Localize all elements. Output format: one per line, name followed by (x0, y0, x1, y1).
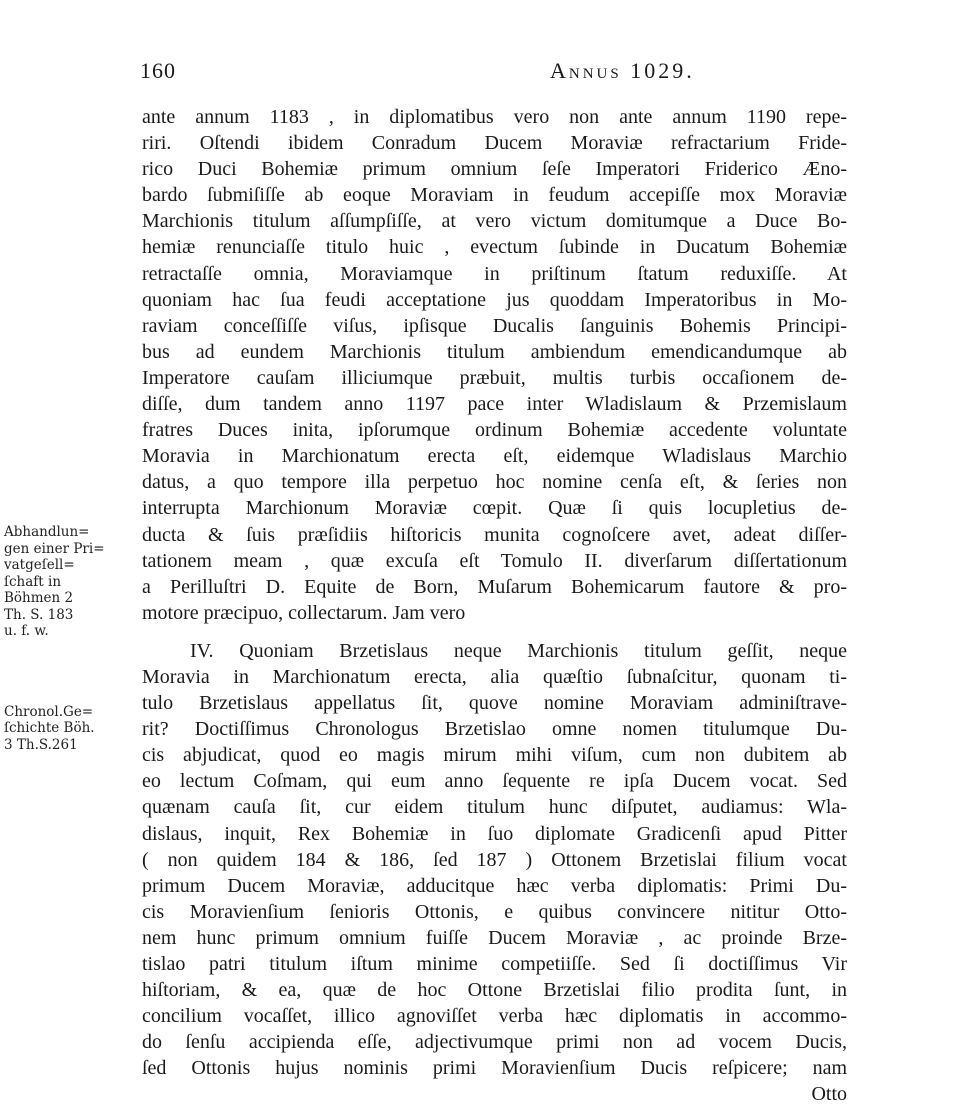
text-line: do ſenſu accipienda eſſe, adjectivumque primi non ad vocem Ducis, (142, 1031, 847, 1054)
text-line: datus, a quo tempore illa perpetuo hoc nomine cenſa eſt, & ſeries non (142, 471, 847, 494)
text-line: motore præcipuo, collectarum. Jam vero (142, 601, 466, 624)
running-title: Annus 1029. (550, 58, 695, 83)
text-line: ( non quidem 184 & 186, ſed 187 ) Ottonem Brzetislai filium vocat (142, 848, 847, 871)
text-line: bus ad eundem Marchionis titulum ambiendum emendicandumque ab (142, 340, 847, 363)
text-line: Imperatore cauſam illiciumque præbuit, multis turbis occaſionem de- (142, 366, 847, 389)
margin-notes (4, 524, 136, 753)
margin-note-line: vatgeſell= (4, 557, 75, 573)
text-line: rico Duci Bohemiæ primum omnium ſeſe Imperatori Friderico Æno- (142, 158, 847, 181)
text-line: riri. Oſtendi ibidem Conradum Ducem Moraviæ refractarium Fride- (142, 132, 847, 155)
margin-note-line: Chronol.Ge= (4, 703, 94, 720)
text-line: eo lectum Coſmam, qui eum anno ſequente re ipſa Ducem vocat. Sed (142, 770, 847, 793)
margin-note-line: ſchichte Böh. (4, 720, 95, 736)
text-line: interrupta Marchionum Moraviæ cœpit. Quæ ſi quis locupletius de- (142, 497, 847, 520)
margin-note-line: u. f. w. (4, 623, 49, 639)
text-line: dislaus, inquit, Rex Bohemiæ in ſuo diplomate Gradicenſi apud Pitter (142, 822, 847, 845)
section-iv-first-line: IV. Quoniam Brzetislaus neque Marchionis titulum geſſit, neque (190, 639, 847, 662)
text-line: primum Ducem Moraviæ, adducitque hæc verba diplomatis: Primi Du- (142, 874, 847, 897)
text-line: diſſe, dum tandem anno 1197 pace inter Wladislaum & Przemislaum (142, 393, 847, 416)
page-header (140, 58, 840, 88)
text-line: Marchionis titulum aſſumpſiſſe, at vero victum domitumque a Duce Bo- (142, 210, 847, 233)
text-line: concilium vocaſſet, illico agnoviſſet verba hæc diplomatis in accommo- (142, 1005, 847, 1028)
catchword: Otto (811, 1083, 847, 1106)
text-line: a Perilluſtri D. Equite de Born, Muſarum Bohemicarum fautore & pro- (142, 575, 847, 598)
text-line: tislao patri titulum iſtum minime competiiſſe. Sed ſi doctiſſimus Vir (142, 953, 847, 975)
body-text (142, 104, 847, 1108)
text-line: ſed Ottonis hujus nominis primi Moravienſium Ducis reſpicere; nam (142, 1057, 847, 1080)
text-line: cis abjudicat, quod eo magis mirum mihi viſum, cum non dubitem ab (142, 744, 847, 767)
page-number: 160 (140, 58, 176, 83)
margin-note-chronol-geschichte (4, 704, 136, 754)
margin-note-line: ſchaft in (4, 573, 62, 590)
text-line: bardo ſubmiſiſſe ab eoque Moraviam in feudum accepiſſe mox Moraviæ (142, 184, 847, 207)
text-line: cis Moravienſium ſenioris Ottonis, e quibus convincere nititur Otto- (142, 900, 847, 923)
text-line: tulo Brzetislaus appellatus ſit, quove nomine Moraviam adminiſtrave- (142, 692, 847, 715)
text-line: hiſtoriam, & ea, quæ de hoc Ottone Brzetislai filio prodita ſunt, in (142, 979, 847, 1002)
text-line: hemiæ renunciaſſe titulo huic , evectum ſubinde in Ducatum Bohemiæ (142, 236, 847, 259)
margin-note-line: Th. S. 183 (4, 606, 74, 623)
text-line: quænam cauſa ſit, cur eidem titulum hunc diſputet, audiamus: Wla- (142, 796, 847, 819)
text-line: retractaſſe omnia, Moraviamque in priſtinum ſtatum reduxiſſe. At (142, 262, 847, 285)
text-line: quoniam hac ſua feudi acceptatione jus quoddam Imperatoribus in Mo- (142, 288, 847, 311)
text-line: ante annum 1183 , in diplomatibus vero non ante annum 1190 repe- (142, 106, 847, 128)
text-line: rit? Doctiſſimus Chronologus Brzetislao omne nomen titulumque Du- (142, 718, 847, 741)
text-line: tationem meam , quæ excuſa eſt Tomulo II. diverſarum diſſertationum (142, 549, 847, 572)
text-line: ducta & ſuis præſidiis hiſtoricis munita cognoſcere avet, adeat diſſer- (142, 523, 847, 546)
margin-note-line: 3 Th.S.261 (4, 736, 78, 753)
text-line: Moravia in Marchionatum erecta eſt, eidemque Wladislaus Marchio (142, 445, 847, 468)
margin-note-abhandlungen (4, 524, 136, 640)
text-line: raviam conceſſiſſe viſus, ipſisque Ducalis ſanguinis Bohemis Principi- (142, 314, 847, 337)
text-line: fratres Duces inita, ipſorumque ordinum Bohemiæ accedente voluntate (142, 419, 847, 442)
text-line: nem hunc primum omnium fuiſſe Ducem Moraviæ , ac proinde Brze- (142, 926, 847, 949)
margin-note-line: Abhandlun= (4, 524, 90, 540)
margin-note-line: Böhmen 2 (4, 590, 74, 606)
text-line: Moravia in Marchionatum erecta, alia quæſtio ſubnaſcitur, quonam ti- (142, 665, 847, 688)
margin-note-line: gen einer Pri= (4, 540, 105, 557)
